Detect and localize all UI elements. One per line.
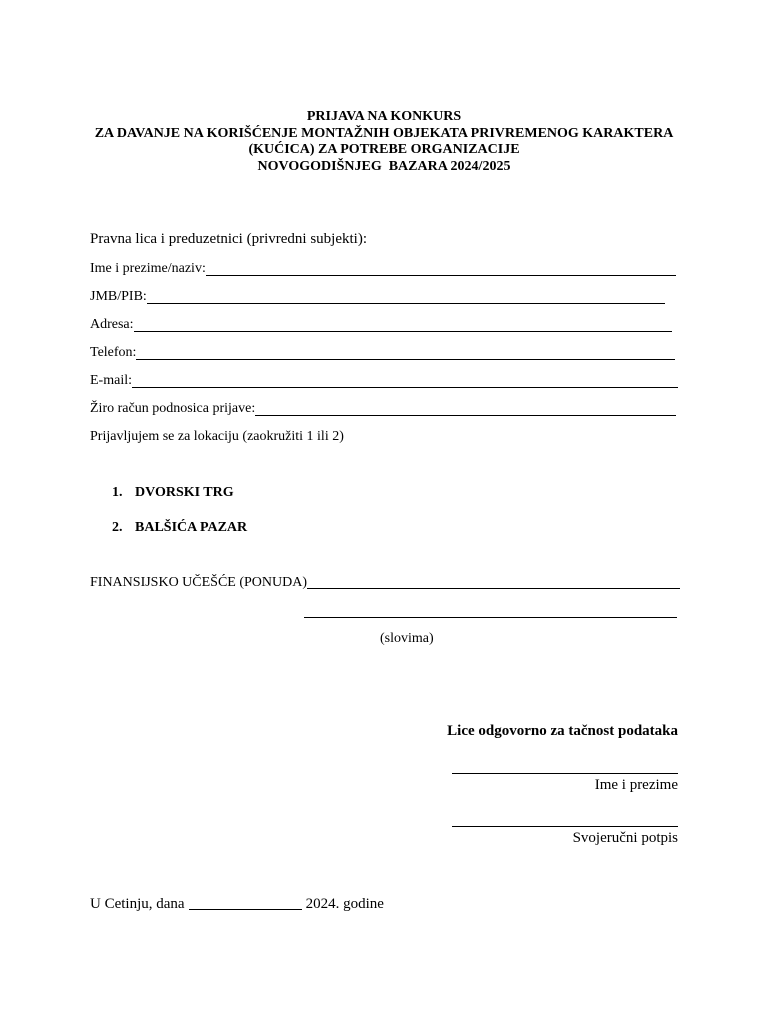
phone-field[interactable] (90, 344, 675, 362)
date-blank-line[interactable] (189, 895, 302, 910)
applicant-section-label: Pravna lica i preduzetnici (privredni subjekti): (90, 231, 367, 247)
address-field[interactable] (90, 316, 672, 334)
title-line-1: PRIJAVA NA KONKURS (306, 109, 462, 124)
name-field-label: Ime i prezime/naziv: (90, 261, 206, 276)
email-field-line[interactable] (132, 373, 678, 388)
financial-offer-words-line[interactable] (304, 617, 677, 618)
phone-field-label: Telefon: (90, 345, 137, 360)
location-prompt: Prijavljujem se za lokaciju (zaokružiti 1 ili 2) (90, 429, 344, 444)
email-field-label: E-mail: (90, 373, 132, 388)
responsible-person-title: Lice odgovorno za tačnost podataka (447, 723, 678, 739)
financial-offer-label: FINANSIJSKO UČEŠĆE (PONUDA) (90, 575, 308, 590)
place-date-prefix: U Cetinju, dana (90, 896, 185, 912)
location-option-number: 2. (112, 520, 123, 535)
place-date-suffix: 2024. godine (305, 896, 384, 912)
financial-offer-line[interactable] (307, 574, 680, 589)
financial-offer-field[interactable] (90, 574, 680, 591)
title-line-2: ZA DAVANJE NA KORIŠĆENJE MONTAŽNIH OBJEKATA PRIVREMENOG KARAKTERA (94, 125, 674, 141)
account-field-label: Žiro račun podnosica prijave: (90, 401, 256, 416)
jmb-pib-field-line[interactable] (147, 289, 665, 304)
signature-caption: Svojeručni potpis (572, 830, 678, 846)
address-field-label: Adresa: (90, 317, 134, 332)
financial-offer-words-caption: (slovima) (380, 631, 434, 646)
name-caption: Ime i prezime (594, 777, 678, 793)
name-field[interactable] (90, 260, 676, 278)
email-field[interactable] (90, 372, 678, 390)
location-option-2[interactable] (112, 520, 247, 536)
title-line-4: NOVOGODIŠNJEG BAZARA 2024/2025 (257, 158, 511, 174)
jmb-pib-field[interactable] (90, 288, 665, 306)
location-option-name: DVORSKI TRG (135, 485, 234, 500)
location-option-number: 1. (112, 485, 123, 500)
location-option-name: BALŠIĆA PAZAR (135, 520, 248, 535)
handwritten-signature-line[interactable] (452, 826, 678, 827)
form-title (90, 109, 678, 175)
phone-field-line[interactable] (136, 345, 675, 360)
location-option-1[interactable] (112, 485, 234, 501)
title-line-3: (KUĆICA) ZA POTREBE ORGANIZACIJE (248, 142, 520, 157)
name-field-line[interactable] (206, 261, 676, 276)
jmb-pib-field-label: JMB/PIB: (90, 289, 147, 304)
address-field-line[interactable] (134, 317, 672, 332)
account-field[interactable] (90, 400, 676, 418)
name-signature-line[interactable] (452, 773, 678, 774)
account-field-line[interactable] (255, 401, 676, 416)
place-date-line (90, 895, 384, 913)
